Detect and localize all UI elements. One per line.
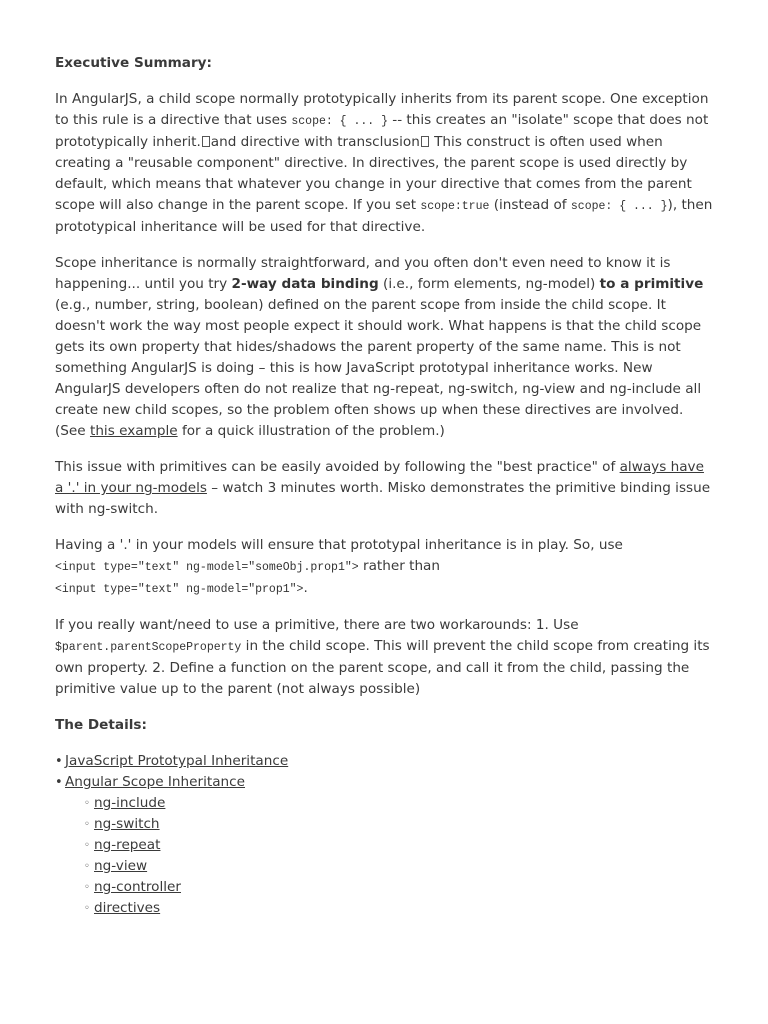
ng-view-link[interactable]: ng-view	[94, 858, 148, 874]
angular-scope-inheritance-link[interactable]: Angular Scope Inheritance	[65, 774, 245, 790]
missing-glyph-icon	[421, 136, 429, 147]
list-item	[55, 751, 713, 772]
directives-link[interactable]: directives	[94, 900, 161, 916]
text: ), then prototypical inheritance will be used for that directive.	[55, 197, 713, 235]
text: rather than	[358, 558, 441, 574]
best-practice-link[interactable]: always have a '.' in your ng-models	[55, 459, 704, 496]
paragraph-workarounds	[55, 615, 713, 700]
paragraph-isolate-scope	[55, 89, 713, 238]
details-list	[55, 751, 713, 919]
list-item	[84, 898, 713, 919]
code-scope-true: scope:true	[420, 200, 490, 213]
bold-text: 2-way data binding	[231, 276, 379, 292]
code-parent-scope-property: $parent.parentScopeProperty	[55, 641, 242, 654]
this-example-link[interactable]: this example	[89, 423, 178, 439]
ng-include-link[interactable]: ng-include	[94, 795, 166, 811]
missing-glyph-icon	[202, 136, 210, 147]
list-item	[84, 877, 713, 898]
list-item	[84, 793, 713, 814]
list-item	[84, 835, 713, 856]
text: and directive with transclusion	[210, 134, 420, 150]
text: .	[303, 580, 308, 596]
scope-inheritance-sublist	[65, 793, 713, 919]
bold-text: to a primitive	[599, 276, 704, 292]
text: – watch 3 minutes worth. Misko demonstrates the primitive binding issue with ng-switch.	[55, 480, 711, 517]
ng-repeat-link[interactable]: ng-repeat	[94, 837, 161, 853]
paragraph-primitive-binding	[55, 253, 713, 442]
code-input-prop1: <input type="text" ng-model="prop1">	[55, 583, 304, 596]
text: (instead of	[489, 197, 571, 213]
text: In AngularJS, a child scope normally prototypically inherits from its parent scope. One exception to this rule is a directive that uses	[55, 91, 709, 128]
list-item	[84, 814, 713, 835]
paragraph-dot-in-models	[55, 535, 713, 600]
text: This issue with primitives can be easily avoided by following the "best practice" of	[55, 459, 620, 475]
text: If you really want/need to use a primitive, there are two workarounds: 1. Use	[55, 617, 579, 633]
text: -- this creates an "isolate" scope that does not prototypically inherit.	[55, 112, 709, 150]
paragraph-best-practice	[55, 457, 713, 520]
executive-summary-heading: Executive Summary:	[55, 55, 212, 71]
code-scope-isolate: scope: { ... }	[291, 115, 388, 128]
list-item	[84, 856, 713, 877]
text: (e.g., number, string, boolean) defined on the parent scope from inside the child scope. It doesn't work the way most people expect it should work. What happens is that the child scope gets its own property that hides/shadows the parent property of the same name. This is not something AngularJS is doing – this is how JavaScript prototypal inheritance works. New AngularJS developers often do not realize that ng-repeat, ng-switch, ng-view and ng-include all create new child scopes, so the problem often shows up when these directives are involved. (See	[55, 297, 702, 439]
details-heading: The Details:	[55, 717, 147, 733]
code-input-someobj: <input type="text" ng-model="someObj.prop1">	[55, 561, 359, 574]
code-scope-isolate: scope: { ... }	[570, 200, 668, 213]
text: This construct is often used when creating a "reusable component" directive. In directives, the parent scope is used directly by default, which means that whatever you change in your directive that comes from the parent scope will also change in the parent scope. If you set	[55, 134, 692, 213]
list-item	[55, 772, 713, 919]
js-prototypal-inheritance-link[interactable]: JavaScript Prototypal Inheritance	[65, 753, 289, 769]
text: for a quick illustration of the problem.)	[177, 423, 445, 439]
text: (i.e., form elements, ng-model)	[378, 276, 600, 292]
text: Scope inheritance is normally straightforward, and you often don't even need to know it is happening... until you try	[55, 255, 671, 292]
text: Having a '.' in your models will ensure that prototypal inheritance is in play. So, use	[55, 537, 623, 553]
ng-controller-link[interactable]: ng-controller	[94, 879, 181, 895]
ng-switch-link[interactable]: ng-switch	[94, 816, 160, 832]
text: in the child scope. This will prevent the child scope from creating its own property. 2. Define a function on the parent scope, and call it from the child, passing the primitive value up to the parent (not always possible)	[55, 638, 710, 697]
